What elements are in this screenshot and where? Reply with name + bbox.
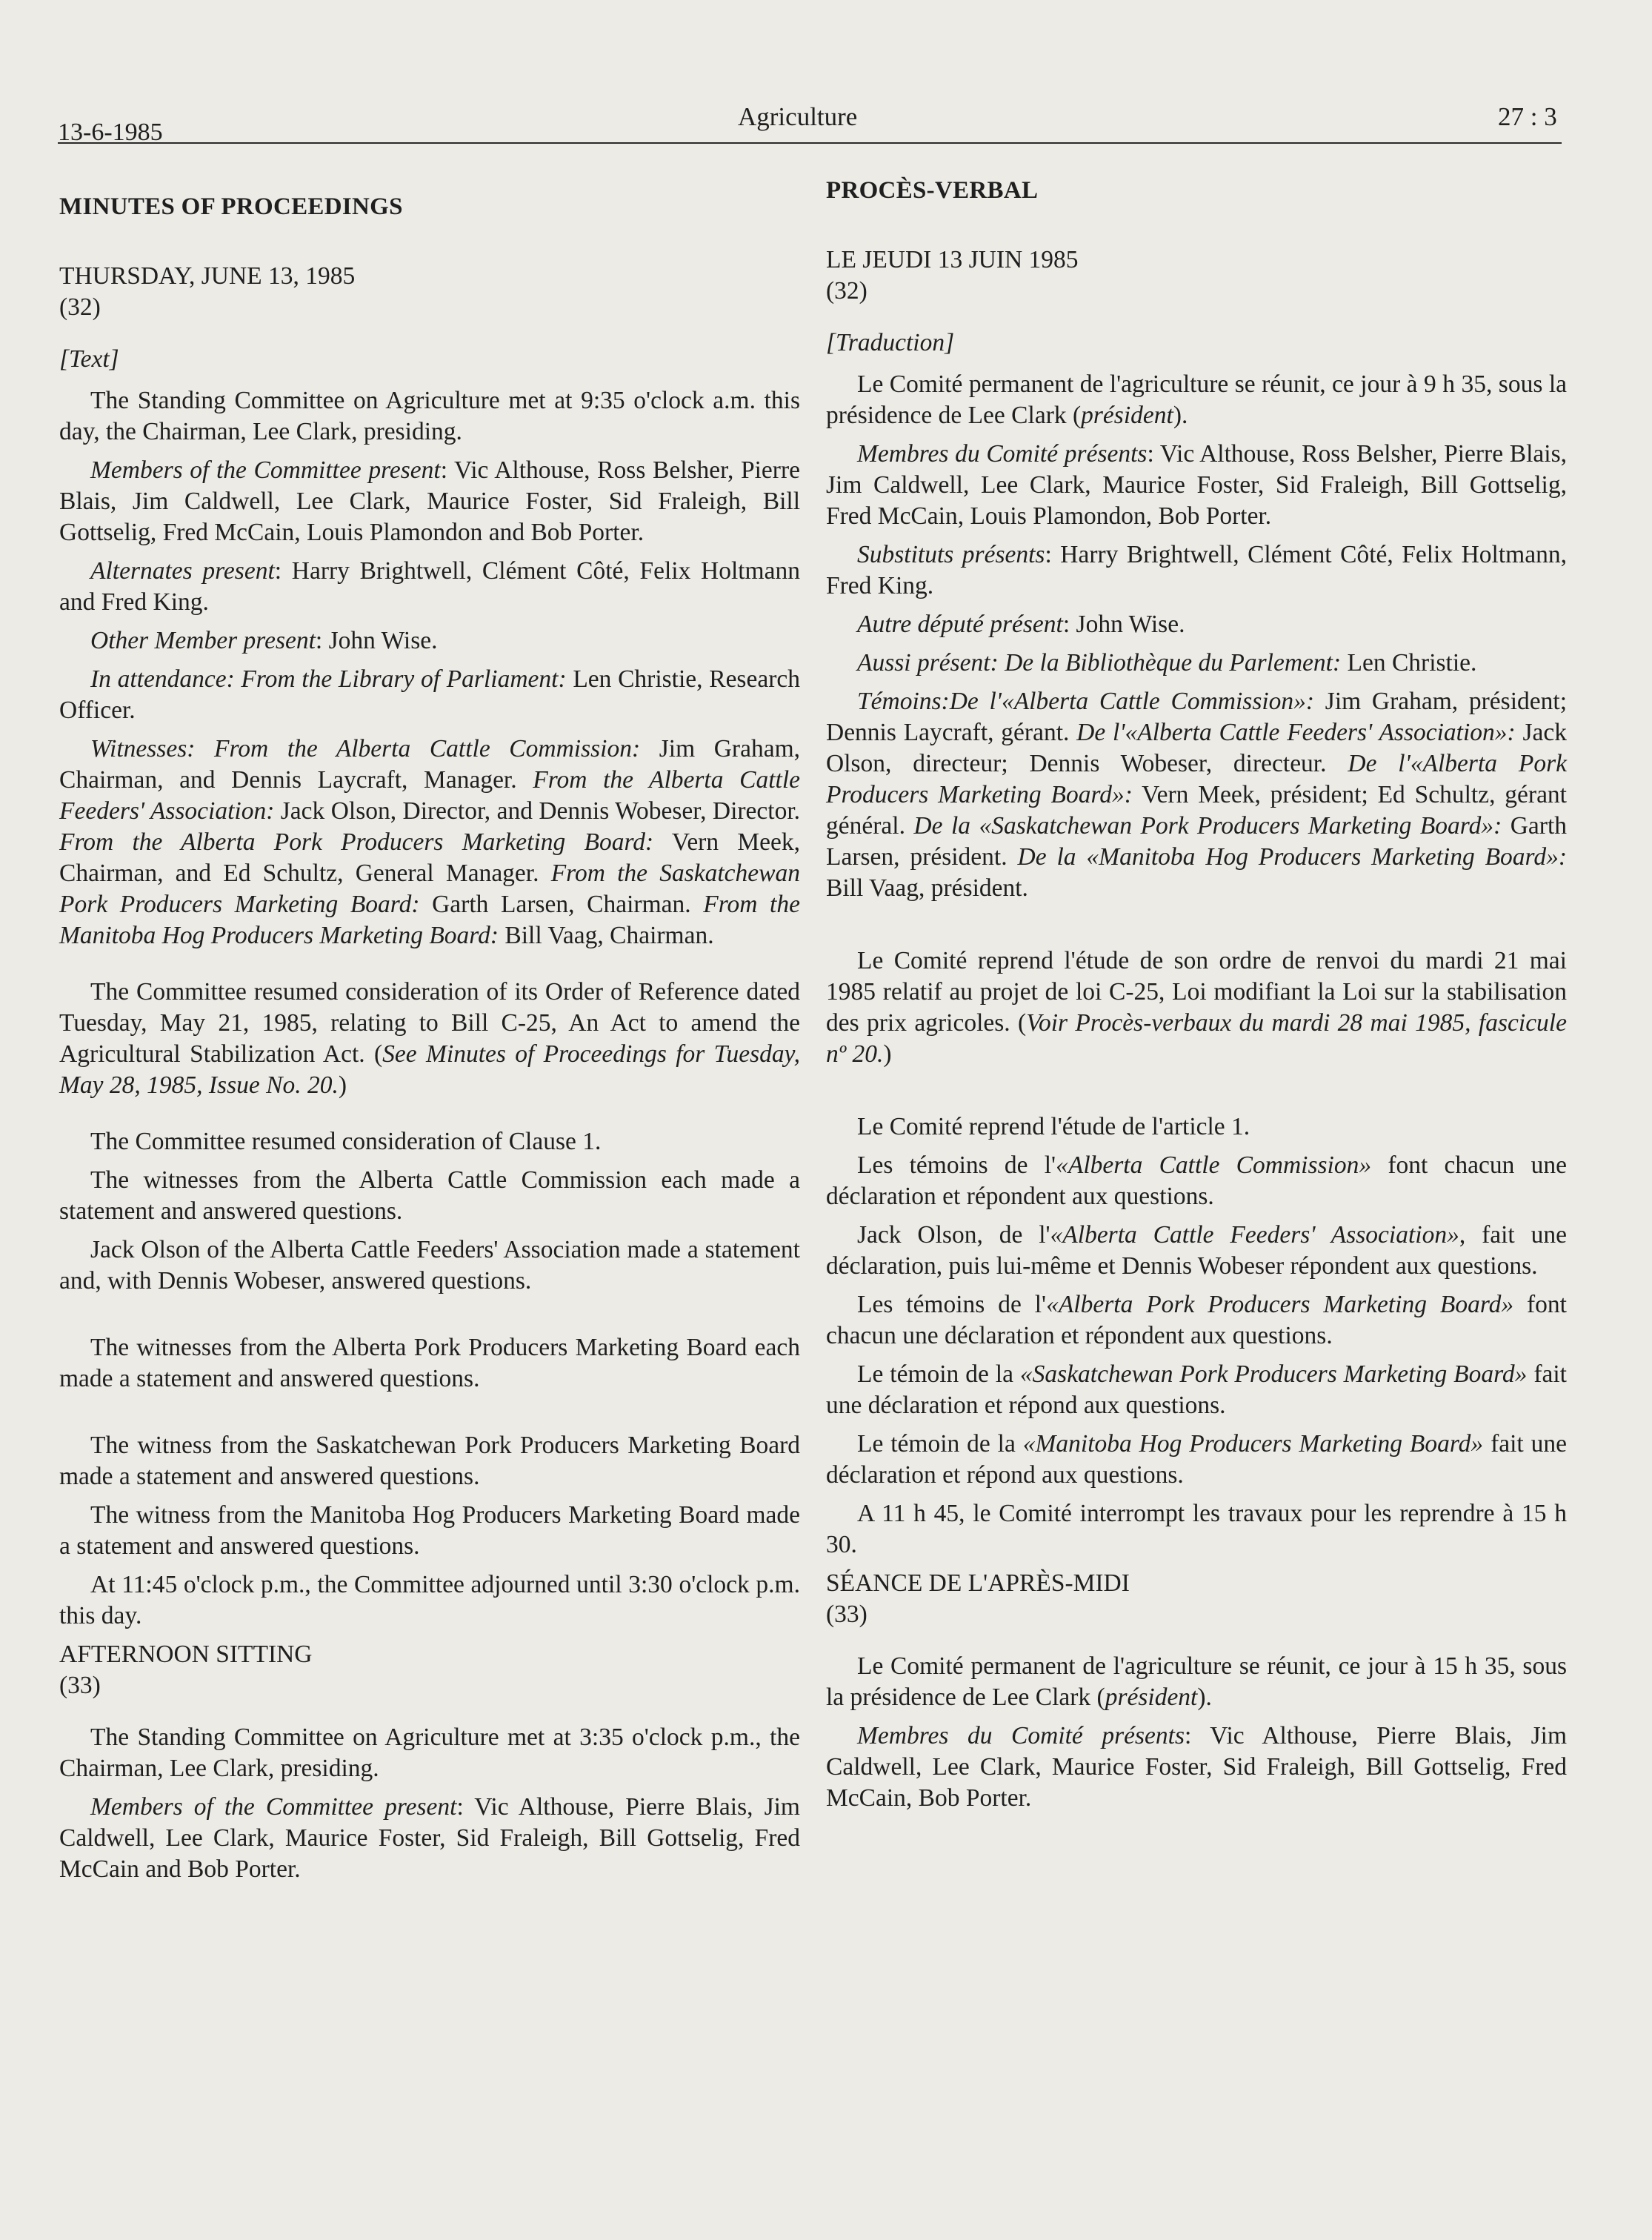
header-date: 13-6-1985	[58, 119, 163, 146]
french-column	[826, 169, 1567, 1821]
ordre-de-renvoi-paragraph: Le Comité reprend l'étude de son ordre de renvoi du mardi 21 mai 1985 relatif au projet de loi C-25, Loi modifiant la Loi sur la stabilisation des prix agricoles. (Voir Procès-verbaux du mardi 28 mai 1985, fascicule nº 20.)	[826, 947, 1567, 1068]
members-paragraph: Members of the Committee present: Vic Althouse, Ross Belsher, Pierre Blais, Jim Caldwell, Lee Clark, Maurice Foster, Sid Fraleigh, Bill Gottselig, Fred McCain, Louis Plamondon and Bob Porter.	[59, 456, 800, 546]
article-paragraph: Le Comité reprend l'étude de l'article 1.	[857, 1113, 1250, 1140]
header-page-number: 27 : 3	[1498, 102, 1557, 131]
autre-depute-paragraph: Autre député présent: John Wise.	[857, 611, 1185, 638]
afternoon-members-paragraph: Members of the Committee present: Vic Althouse, Pierre Blais, Jim Caldwell, Lee Clark, Maurice Foster, Sid Fraleigh, Bill Gottselig, Fred McCain and Bob Porter.	[59, 1793, 800, 1883]
proces-verbal-heading: PROCÈS-VERBAL	[826, 177, 1039, 204]
manitoba-paragraph: The witness from the Manitoba Hog Producers Marketing Board made a statement and answered questions.	[59, 1501, 800, 1560]
cattle-feeders-paragraph: Jack Olson of the Alberta Cattle Feeders' Association made a statement and, with Dennis Wobeser, answered questions.	[59, 1236, 800, 1295]
header-title: Agriculture	[738, 102, 858, 131]
order-of-reference-paragraph: The Committee resumed consideration of its Order of Reference dated Tuesday, May 21, 1985, relating to Bill C-25, An Act to amend the Agricultural Stabilization Act. (See Minutes of Proceedings for Tuesday, May 28, 1985, Issue No. 20.)	[59, 978, 801, 1099]
saskatchewan-paragraph-fr: Le témoin de la «Saskatchewan Pork Producers Marketing Board» fait une déclaration et répond aux questions.	[826, 1360, 1567, 1419]
afternoon-heading: AFTERNOON SITTING	[59, 1641, 313, 1668]
opening-paragraph-fr: Le Comité permanent de l'agriculture se réunit, ce jour à 9 h 35, sous la présidence de Lee Clark (président).	[826, 370, 1567, 429]
attendance-paragraph: In attendance: From the Library of Parliament: Len Christie, Research Officer.	[59, 665, 800, 724]
minutes-heading: MINUTES OF PROCEEDINGS	[59, 193, 403, 220]
aussi-present-paragraph: Aussi présent: De la Bibliothèque du Parlement: Len Christie.	[857, 649, 1477, 677]
manitoba-paragraph-fr: Le témoin de la «Manitoba Hog Producers Marketing Board» fait une déclaration et répond aux questions.	[826, 1430, 1567, 1489]
afternoon-opening-paragraph-fr: Le Comité permanent de l'agriculture se réunit, ce jour à 15 h 35, sous la présidence de Lee Clark (président).	[826, 1652, 1567, 1711]
cattle-commission-paragraph: The witnesses from the Alberta Cattle Commission each made a statement and answered questions.	[59, 1166, 800, 1225]
alternates-paragraph: Alternates present: Harry Brightwell, Clément Côté, Felix Holtmann and Fred King.	[59, 557, 800, 616]
other-member-paragraph: Other Member present: John Wise.	[90, 627, 438, 654]
temoins-paragraph: Témoins:De l'«Alberta Cattle Commission»: Jim Graham, président; Dennis Laycraft, gérant. De l'«Alberta Cattle Feeders' Association»: Jack Olson, directeur; Dennis Wobeser, directeur. De l'«Alberta Pork Producers Marketing Board»: Vern Meek, président; Ed Schultz, gérant général. De la «Saskatchewan Pork Producers Marketing Board»: Garth Larsen, président. De la «Manitoba Hog Producers Marketing Board»: Bill Vaag, président.	[826, 688, 1568, 902]
header-rule	[58, 142, 1562, 144]
substituts-paragraph: Substituts présents: Harry Brightwell, Clément Côté, Felix Holtmann, Fred King.	[826, 541, 1567, 599]
english-column	[59, 169, 800, 1892]
pork-producers-paragraph-fr: Les témoins de l'«Alberta Pork Producers Marketing Board» font chacun une déclaration et répondent aux questions.	[826, 1291, 1567, 1349]
cattle-commission-paragraph-fr: Les témoins de l'«Alberta Cattle Commission» font chacun une déclaration et répondent aux questions.	[826, 1151, 1567, 1210]
afternoon-opening-paragraph: The Standing Committee on Agriculture met at 3:35 o'clock p.m., the Chairman, Lee Clark, presiding.	[59, 1724, 800, 1782]
afternoon-heading-fr: SÉANCE DE L'APRÈS-MIDI	[826, 1569, 1130, 1597]
afternoon-number-fr: (33)	[826, 1601, 867, 1628]
adjournment-paragraph: At 11:45 o'clock p.m., the Committee adjourned until 3:30 o'clock p.m. this day.	[59, 1571, 800, 1629]
afternoon-members-paragraph-fr: Membres du Comité présents: Vic Althouse, Pierre Blais, Jim Caldwell, Lee Clark, Maurice Foster, Sid Fraleigh, Bill Gottselig, Fred McCain, Bob Porter.	[826, 1722, 1568, 1812]
members-paragraph-fr: Membres du Comité présents: Vic Althouse, Ross Belsher, Pierre Blais, Jim Caldwell, Lee Clark, Maurice Foster, Sid Fraleigh, Bill Gottselig, Fred McCain, Louis Plamondon, Bob Porter.	[826, 440, 1568, 530]
traduction-label: [Traduction]	[826, 329, 955, 356]
interruption-paragraph: A 11 h 45, le Comité interrompt les travaux pour les reprendre à 15 h 30.	[826, 1500, 1567, 1558]
saskatchewan-paragraph: The witness from the Saskatchewan Pork Producers Marketing Board made a statement and answered questions.	[59, 1432, 800, 1490]
opening-paragraph: The Standing Committee on Agriculture met at 9:35 o'clock a.m. this day, the Chairman, Lee Clark, presiding.	[59, 387, 800, 445]
clause-paragraph: The Committee resumed consideration of Clause 1.	[90, 1128, 602, 1155]
pork-producers-paragraph: The witnesses from the Alberta Pork Producers Marketing Board each made a statement and answered questions.	[59, 1334, 800, 1392]
meeting-date-fr: LE JEUDI 13 JUIN 1985	[826, 246, 1079, 273]
text-label: [Text]	[59, 345, 119, 373]
meeting-number-fr: (32)	[826, 277, 867, 305]
afternoon-number: (33)	[59, 1672, 101, 1699]
cattle-feeders-paragraph-fr: Jack Olson, de l'«Alberta Cattle Feeders' Association», fait une déclaration, puis lui-même et Dennis Wobeser répondent aux questions.	[826, 1221, 1567, 1280]
meeting-number: (32)	[59, 293, 101, 321]
witnesses-paragraph: Witnesses: From the Alberta Cattle Commission: Jim Graham, Chairman, and Dennis Laycraft, Manager. From the Alberta Cattle Feeders' Association: Jack Olson, Director, and Dennis Wobeser, Director. From the Alberta Pork Producers Marketing Board: Vern Meek, Chairman, and Ed Schultz, General Manager. From the Saskatchewan Pork Producers Marketing Board: Garth Larsen, Chairman. From the Manitoba Hog Producers Marketing Board: Bill Vaag, Chairman.	[59, 735, 801, 949]
meeting-date: THURSDAY, JUNE 13, 1985	[59, 262, 356, 290]
